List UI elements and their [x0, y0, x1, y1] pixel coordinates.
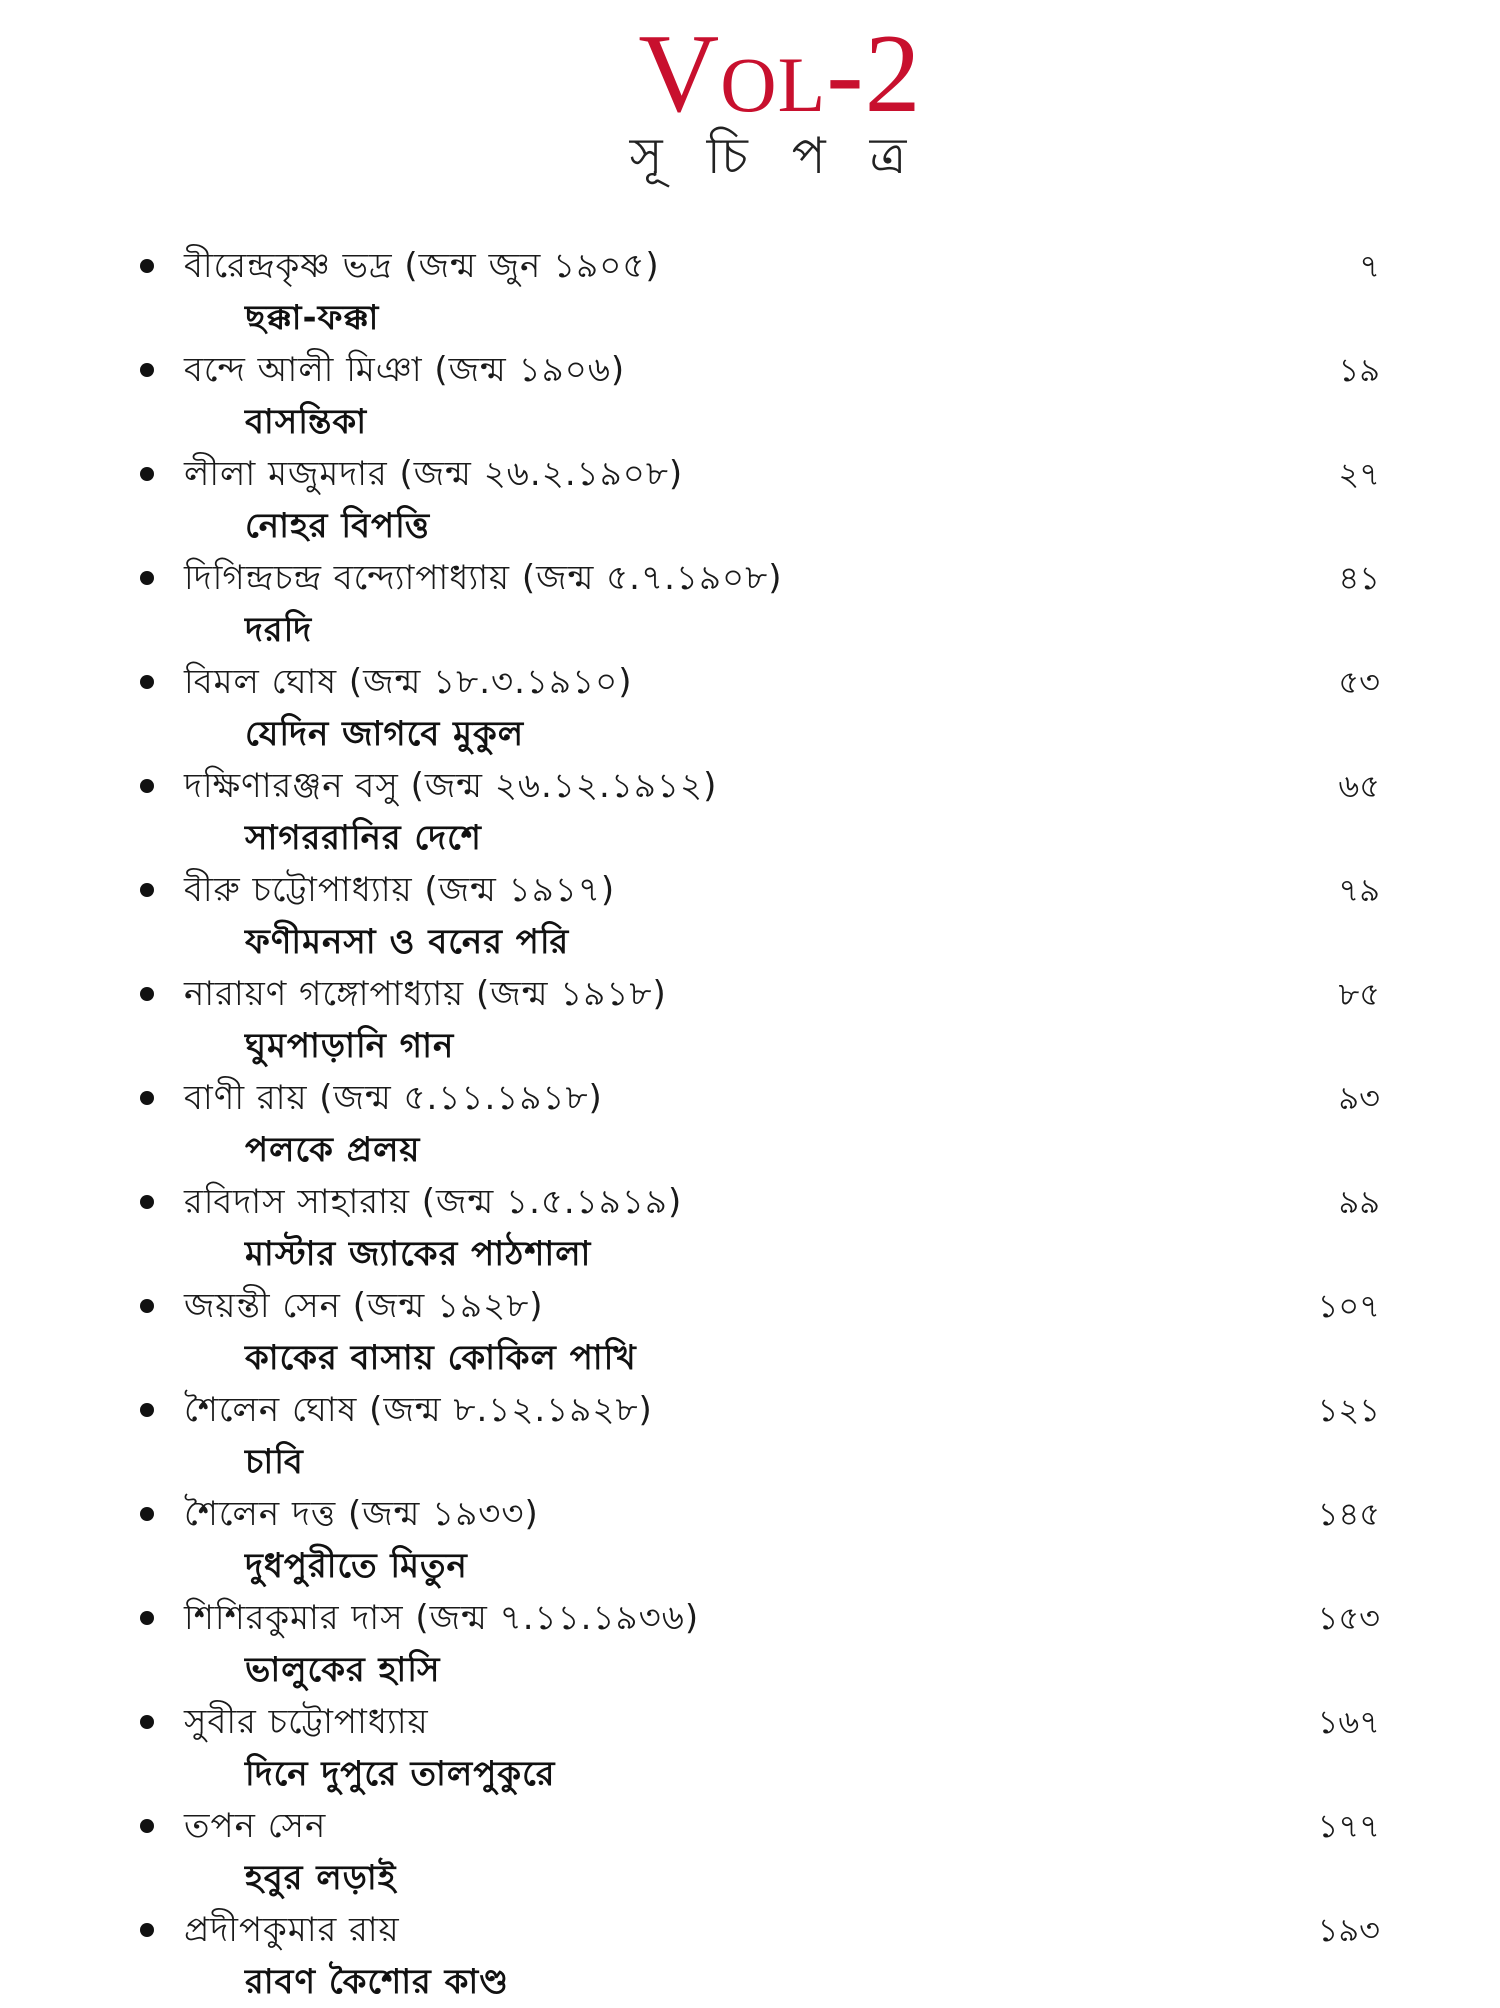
author-name: বাণী রায় (জন্ম ৫.১১.১৯১৮) — [184, 1078, 603, 1118]
author-line — [140, 552, 1380, 604]
page-number: ১৬৭ — [1317, 1703, 1380, 1741]
bullet-icon — [140, 1611, 154, 1625]
author-line — [140, 1696, 1380, 1748]
story-title: যেদিন জাগবে মুকুল — [245, 714, 525, 754]
toc-entry — [140, 1904, 1380, 2008]
toc-entry — [140, 1176, 1380, 1280]
toc-entry — [140, 1280, 1380, 1384]
author-line — [140, 240, 1380, 292]
author-name: তপন সেন — [184, 1806, 327, 1846]
author-line — [140, 968, 1380, 1020]
toc-entry — [140, 760, 1380, 864]
bullet-icon — [140, 779, 154, 793]
page-number: ৮৫ — [1338, 975, 1380, 1013]
bullet-icon — [140, 363, 154, 377]
story-title: দিনে দুপুরে তালপুকুরে — [245, 1754, 556, 1794]
page-number: ১২১ — [1317, 1391, 1380, 1429]
volume-title — [0, 14, 1500, 134]
page-number: ১৪৫ — [1317, 1495, 1380, 1533]
story-title: সাগররানির দেশে — [245, 818, 482, 858]
story-title: দরদি — [245, 610, 313, 650]
author-name: রবিদাস সাহারায় (জন্ম ১.৫.১৯১৯) — [184, 1182, 683, 1222]
author-name: লীলা মজুমদার (জন্ম ২৬.২.১৯০৮) — [184, 454, 684, 494]
contents-heading: সূ চি প ত্র — [629, 127, 921, 185]
bullet-icon — [140, 571, 154, 585]
page-number: ১০৭ — [1317, 1287, 1380, 1325]
author-name: শৈলেন দত্ত (জন্ম ১৯৩৩) — [184, 1494, 539, 1534]
toc-entry — [140, 864, 1380, 968]
page-number: ১৭৭ — [1317, 1807, 1380, 1845]
author-name: বিমল ঘোষ (জন্ম ১৮.৩.১৯১০) — [184, 662, 633, 702]
author-name: নারায়ণ গঙ্গোপাধ্যায় (জন্ম ১৯১৮) — [184, 974, 667, 1014]
bullet-icon — [140, 1819, 154, 1833]
bullet-icon — [140, 1299, 154, 1313]
page-number: ১৫৩ — [1317, 1599, 1380, 1637]
author-line — [140, 1904, 1380, 1956]
bullet-icon — [140, 1091, 154, 1105]
story-title: ফণীমনসা ও বনের পরি — [245, 922, 570, 962]
author-name: বীরু চট্টোপাধ্যায় (জন্ম ১৯১৭) — [184, 870, 616, 910]
bullet-icon — [140, 1195, 154, 1209]
author-name: বীরেন্দ্রকৃষ্ণ ভদ্র (জন্ম জুন ১৯০৫) — [184, 246, 660, 286]
page-number: ৪১ — [1338, 559, 1380, 597]
author-name: সুবীর চট্টোপাধ্যায় — [184, 1702, 429, 1742]
table-of-contents — [140, 240, 1380, 2008]
author-line — [140, 1800, 1380, 1852]
story-title: ভালুকের হাসি — [245, 1650, 441, 1690]
story-title: হবুর লড়াই — [245, 1858, 397, 1898]
bullet-icon — [140, 467, 154, 481]
toc-entry — [140, 968, 1380, 1072]
toc-entry — [140, 1592, 1380, 1696]
story-title: ঘুমপাড়ানি গান — [245, 1026, 455, 1066]
page-number: ১৯৩ — [1317, 1911, 1380, 1949]
author-line — [140, 1384, 1380, 1436]
bullet-icon — [140, 1507, 154, 1521]
story-title: পলকে প্রলয় — [245, 1130, 421, 1170]
toc-entry — [140, 656, 1380, 760]
bullet-icon — [140, 883, 154, 897]
story-title: বাসন্তিকা — [245, 402, 368, 442]
page-number: ৭৯ — [1338, 871, 1380, 909]
toc-entry — [140, 240, 1380, 344]
author-line — [140, 1592, 1380, 1644]
toc-entry — [140, 1696, 1380, 1800]
toc-entry — [140, 1488, 1380, 1592]
toc-entry — [140, 1800, 1380, 1904]
author-line — [140, 864, 1380, 916]
page-number: ৬৫ — [1338, 767, 1380, 805]
author-line — [140, 1488, 1380, 1540]
story-title: ছক্কা-ফক্কা — [245, 298, 380, 338]
story-title: রাবণ কৈশোর কাণ্ড — [245, 1962, 510, 2002]
page-number: ১৯ — [1338, 351, 1380, 389]
page-number: ৯৩ — [1338, 1079, 1380, 1117]
page-number: ৭ — [1359, 247, 1380, 285]
author-line — [140, 448, 1380, 500]
author-line — [140, 344, 1380, 396]
story-title: দুধপুরীতে মিতুন — [245, 1546, 468, 1586]
author-name: শৈলেন ঘোষ (জন্ম ৮.১২.১৯২৮) — [184, 1390, 653, 1430]
volume-title-text: Vol-2 — [638, 12, 922, 136]
toc-entry — [140, 552, 1380, 656]
author-line — [140, 656, 1380, 708]
toc-entry — [140, 1072, 1380, 1176]
bullet-icon — [140, 1715, 154, 1729]
story-title: নোহর বিপত্তি — [245, 506, 431, 546]
author-name: শিশিরকুমার দাস (জন্ম ৭.১১.১৯৩৬) — [184, 1598, 700, 1638]
author-name: জয়ন্তী সেন (জন্ম ১৯২৮) — [184, 1286, 544, 1326]
story-title: মাস্টার জ্যাকের পাঠশালা — [245, 1234, 592, 1274]
author-line — [140, 1176, 1380, 1228]
page-number: ৯৯ — [1338, 1183, 1380, 1221]
story-title: চাবি — [245, 1442, 304, 1482]
author-name: বন্দে আলী মিঞা (জন্ম ১৯০৬) — [184, 350, 626, 390]
page-number: ২৭ — [1338, 455, 1380, 493]
author-line — [140, 1072, 1380, 1124]
author-name: দিগিন্দ্রচন্দ্র বন্দ্যোপাধ্যায় (জন্ম ৫.৭.১৯০৮) — [184, 558, 783, 598]
toc-entry — [140, 344, 1380, 448]
toc-entry — [140, 448, 1380, 552]
page-number: ৫৩ — [1338, 663, 1380, 701]
author-name: দক্ষিণারঞ্জন বসু (জন্ম ২৬.১২.১৯১২) — [184, 766, 718, 806]
bullet-icon — [140, 259, 154, 273]
author-line — [140, 1280, 1380, 1332]
bullet-icon — [140, 675, 154, 689]
bullet-icon — [140, 1403, 154, 1417]
toc-entry — [140, 1384, 1380, 1488]
author-name: প্রদীপকুমার রায় — [184, 1910, 400, 1950]
author-line — [140, 760, 1380, 812]
story-title: কাকের বাসায় কোকিল পাখি — [245, 1338, 637, 1378]
bullet-icon — [140, 987, 154, 1001]
bullet-icon — [140, 1923, 154, 1937]
